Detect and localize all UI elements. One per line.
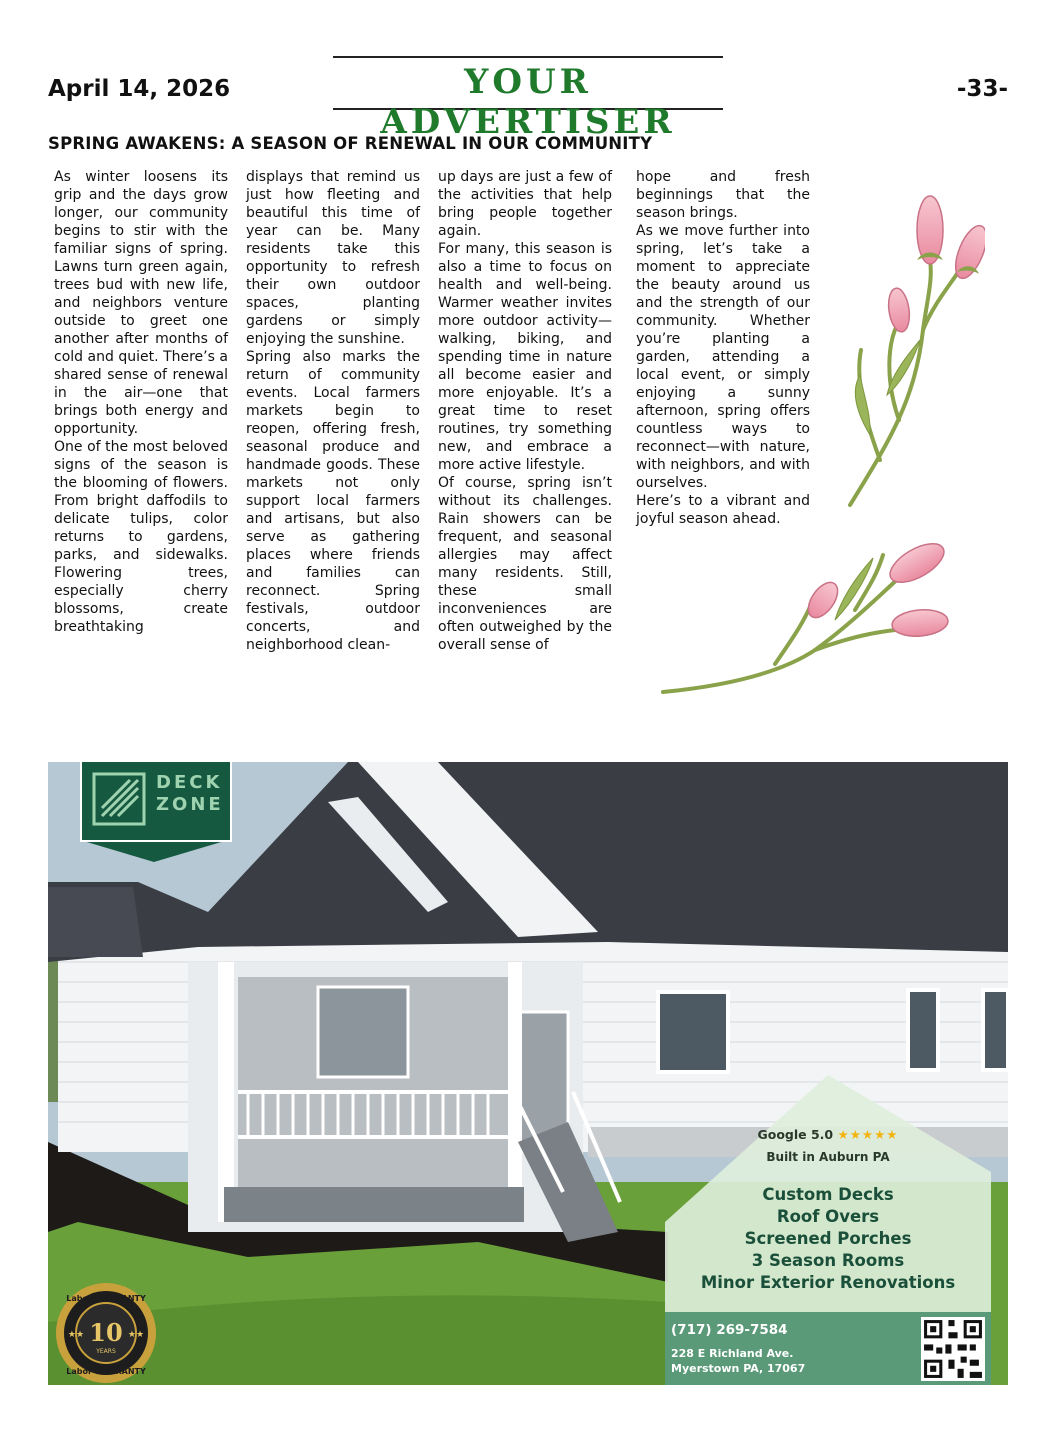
star-icon: ★★ — [67, 1329, 85, 1339]
warranty-years-label: YEARS — [96, 1348, 116, 1355]
article-paragraph: Here’s to a vibrant and joyful season ahead. — [636, 493, 810, 527]
article-paragraph: up days are just a few of the activities that help bring people together again. — [438, 169, 612, 239]
article-paragraph: For many, this season is also a time to focus on health and well-being. Warmer weather invites more outdoor activity—walking, biking, and spending time in nature all become easier and more enjoyable. It’s a great time to reset routines, try something new, and embrace a more active lifestyle. — [438, 241, 612, 473]
deck-zone-advertisement — [48, 762, 1008, 1385]
google-rating-label: Google 5.0 — [757, 1127, 834, 1142]
deck-logo-icon — [90, 768, 148, 830]
article-paragraph: displays that remind us just how fleeting and beautiful this time of year can be. Many residents take this opportunity to refresh their own outdoor spaces, planting gardens or simply enjoying the sunshine. — [246, 169, 420, 347]
service-item: Minor Exterior Renovations — [700, 1273, 956, 1292]
google-rating — [665, 1127, 991, 1142]
service-item: 3 Season Rooms — [751, 1251, 905, 1270]
phone-number[interactable]: (717) 269-7584 — [671, 1322, 788, 1338]
built-in-location: Built in Auburn PA — [766, 1150, 890, 1164]
service-item: Custom Decks — [762, 1185, 894, 1204]
article-paragraph: One of the most beloved signs of the season is the blooming of flowers. From bright daffodils to delicate tulips, color returns to gardens, parks, and sidewalks. Flowering trees, especially cherry blossoms, create breathtaking — [54, 439, 228, 635]
warranty-label-bottom: Labor WARRANTY — [66, 1367, 146, 1376]
masthead-title: YOUR ADVERTISER — [380, 62, 676, 142]
article-paragraph: Spring also marks the return of community events. Local farmers markets begin to reopen, offering fresh, seasonal produce and handmade goods. These markets not only support local farmers and artisans, but also serve as gathering places where friends and families can reconnect. Spring festivals, outdoor concerts, and neighborhood clean- — [246, 349, 420, 653]
address-line-2: Myerstown PA, 17067 — [671, 1362, 806, 1375]
services-list — [665, 1184, 991, 1294]
service-item: Screened Porches — [744, 1229, 912, 1248]
deck-zone-logo — [80, 762, 232, 842]
address-line-1: 228 E Richland Ave. — [671, 1347, 794, 1360]
service-item: Roof Overs — [776, 1207, 880, 1226]
star-icon: ★★ — [127, 1329, 145, 1339]
masthead — [333, 56, 723, 142]
article-column-2 — [246, 168, 420, 654]
issue-date: April 14, 2026 — [48, 76, 231, 102]
article-paragraph: Of course, spring isn’t without its challenges. Rain showers can be frequent, and seasonal allergies may affect many residents. Still, these small inconveniences are often outweighed by the overall sense of — [438, 475, 612, 653]
article-headline: SPRING AWAKENS: A SEASON OF RENEWAL IN OUR COMMUNITY — [48, 134, 653, 153]
warranty-years: 10 — [89, 1318, 123, 1347]
article-paragraph: hope and fresh beginnings that the season brings. — [636, 169, 810, 221]
rating-stars-icon: ★★★★★ — [837, 1127, 899, 1142]
warranty-badge — [54, 1281, 158, 1385]
qr-code-icon[interactable] — [921, 1317, 985, 1381]
page-number: -33- — [956, 76, 1008, 102]
logo-word-deck: DECK — [156, 772, 223, 793]
warranty-label-top: Labor WARRANTY — [66, 1294, 146, 1303]
article-paragraph: As winter loosens its grip and the days grow longer, our community begins to stir with the familiar signs of spring. Lawns turn green again, trees bud with new life, and neighbors venture outside to greet one another after months of cold and quiet. There’s a shared sense of renewal in the air—one that brings both energy and opportunity. — [54, 169, 228, 437]
contact-bar — [665, 1312, 991, 1385]
tulip-bud-illustration — [655, 180, 985, 700]
article-column-1 — [54, 168, 228, 636]
article-column-3 — [438, 168, 612, 654]
article-paragraph: As we move further into spring, let’s take a moment to appreciate the beauty around us and the strength of our community. Whether you’re planting a garden, attending a local event, or simply enjoying a sunny afternoon, spring offers countless ways to reconnect—with nature, with neighbors, and with ourselves. — [636, 223, 810, 491]
logo-word-zone: ZONE — [156, 794, 224, 815]
business-address — [671, 1346, 805, 1376]
